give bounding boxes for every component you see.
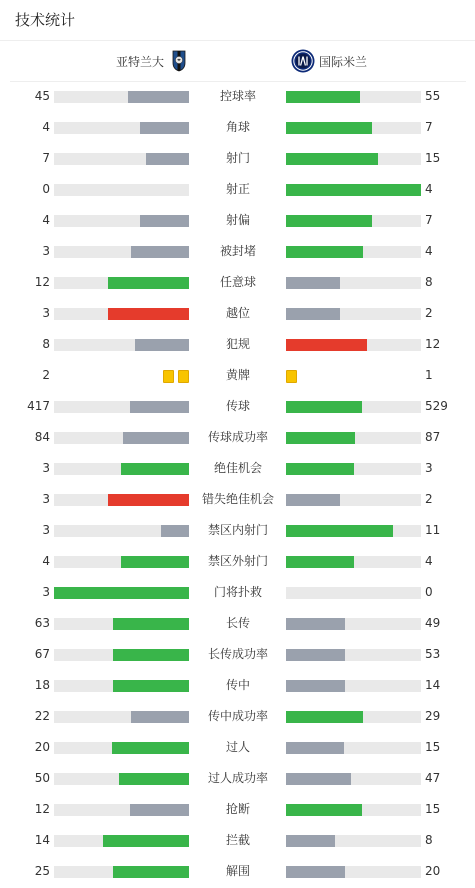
home-stat-value: 3 xyxy=(42,461,50,475)
stat-label: 禁区外射门 xyxy=(207,554,268,568)
home-stat-value: 3 xyxy=(42,523,50,537)
away-stat-bar-fill xyxy=(286,91,360,103)
away-stat-bar-fill xyxy=(286,742,344,754)
home-stat-bar-fill xyxy=(112,742,189,754)
home-yellow-cards xyxy=(163,370,189,382)
away-stat-bar-fill xyxy=(286,618,345,630)
home-stat-value: 67 xyxy=(34,647,50,661)
away-stat-bar-fill xyxy=(286,711,363,723)
home-stat-bar xyxy=(54,587,189,599)
stat-row xyxy=(0,81,475,112)
away-stat-bar-fill xyxy=(286,277,340,289)
away-stat-bar xyxy=(286,680,421,692)
home-stat-bar xyxy=(54,463,189,475)
away-stat-bar xyxy=(286,773,421,785)
stat-label: 传球 xyxy=(225,399,250,413)
stat-row xyxy=(0,174,475,205)
home-stat-bar-fill xyxy=(128,91,189,103)
home-stat-bar xyxy=(54,773,189,785)
away-stat-bar xyxy=(286,246,421,258)
stat-label: 射门 xyxy=(225,151,250,165)
away-team-name: 国际米兰 xyxy=(319,54,368,69)
stat-row xyxy=(0,732,475,763)
away-stat-bar xyxy=(286,866,421,878)
home-stat-value: 20 xyxy=(34,740,50,754)
home-stat-value: 63 xyxy=(34,616,50,630)
stats-list xyxy=(0,81,475,887)
stat-label: 传中成功率 xyxy=(207,709,268,723)
home-stat-bar xyxy=(54,866,189,878)
stat-row xyxy=(0,608,475,639)
away-stat-bar xyxy=(286,184,421,196)
away-stat-bar xyxy=(286,742,421,754)
yellow-card-icon xyxy=(163,370,174,383)
home-stat-value: 2 xyxy=(42,368,50,382)
away-stat-value: 3 xyxy=(425,461,433,475)
stat-row xyxy=(0,763,475,794)
home-stat-bar-fill xyxy=(146,153,189,165)
away-stat-value: 47 xyxy=(425,771,441,785)
home-stat-value: 22 xyxy=(34,709,50,723)
stat-label: 长传 xyxy=(225,616,250,630)
inter-crest-icon xyxy=(291,49,315,73)
home-stat-bar-fill xyxy=(121,463,189,475)
home-stat-value: 50 xyxy=(34,771,50,785)
away-stat-bar xyxy=(286,308,421,320)
away-stat-bar-fill xyxy=(286,835,335,847)
home-team-name: 亚特兰大 xyxy=(115,54,164,69)
home-stat-value: 18 xyxy=(34,678,50,692)
stat-label: 过人成功率 xyxy=(207,771,268,785)
home-stat-bar-fill xyxy=(121,556,189,568)
away-stat-value: 12 xyxy=(425,337,441,351)
home-stat-value: 14 xyxy=(34,833,50,847)
away-stat-value: 529 xyxy=(425,399,448,413)
home-stat-bar-fill xyxy=(113,680,189,692)
away-stat-bar-fill xyxy=(286,215,372,227)
teams-header xyxy=(10,41,466,82)
stat-row xyxy=(0,205,475,236)
away-stat-bar xyxy=(286,649,421,661)
away-stat-bar xyxy=(286,339,421,351)
stat-label: 过人 xyxy=(225,740,250,754)
away-stat-value: 53 xyxy=(425,647,441,661)
stat-row xyxy=(0,298,475,329)
atalanta-crest-icon xyxy=(172,50,186,72)
home-stat-bar-fill xyxy=(54,587,189,599)
home-stat-bar xyxy=(54,184,189,196)
stat-row xyxy=(0,143,475,174)
away-stat-value: 29 xyxy=(425,709,441,723)
home-stat-bar-fill xyxy=(113,618,189,630)
home-stat-bar xyxy=(54,680,189,692)
stat-row xyxy=(0,267,475,298)
away-stat-bar xyxy=(286,91,421,103)
home-stat-value: 25 xyxy=(34,864,50,878)
away-team[interactable] xyxy=(291,49,367,73)
home-stat-value: 3 xyxy=(42,306,50,320)
away-stat-value: 1 xyxy=(425,368,433,382)
home-team[interactable] xyxy=(116,51,186,71)
away-stat-bar-fill xyxy=(286,122,372,134)
home-stat-bar-fill xyxy=(130,401,189,413)
away-stat-value: 2 xyxy=(425,492,433,506)
stat-row xyxy=(0,329,475,360)
stat-row xyxy=(0,639,475,670)
away-stat-value: 55 xyxy=(425,89,441,103)
away-stat-value: 15 xyxy=(425,151,441,165)
away-stat-bar xyxy=(286,122,421,134)
home-stat-bar xyxy=(54,277,189,289)
home-stat-value: 8 xyxy=(42,337,50,351)
home-stat-value: 12 xyxy=(34,275,50,289)
away-stat-bar xyxy=(286,711,421,723)
away-stat-value: 8 xyxy=(425,833,433,847)
away-stat-bar xyxy=(286,153,421,165)
away-stat-bar-fill xyxy=(286,525,393,537)
stat-label: 射正 xyxy=(225,182,250,196)
home-stat-bar-fill xyxy=(119,773,189,785)
stat-row xyxy=(0,856,475,887)
home-stat-bar xyxy=(54,494,189,506)
home-stat-bar-fill xyxy=(123,432,189,444)
home-stat-bar xyxy=(54,742,189,754)
away-stat-value: 15 xyxy=(425,740,441,754)
home-stat-value: 12 xyxy=(34,802,50,816)
home-stat-bar xyxy=(54,649,189,661)
stat-label: 长传成功率 xyxy=(207,647,268,661)
stat-label: 犯规 xyxy=(225,337,250,351)
home-stat-bar-fill xyxy=(108,494,189,506)
away-stat-bar-fill xyxy=(286,432,355,444)
home-stat-bar-fill xyxy=(131,711,189,723)
away-stat-value: 87 xyxy=(425,430,441,444)
away-stat-bar xyxy=(286,215,421,227)
home-stat-bar-fill xyxy=(161,525,189,537)
stat-label: 禁区内射门 xyxy=(207,523,268,537)
stat-row xyxy=(0,577,475,608)
away-stat-bar-fill xyxy=(286,401,362,413)
stat-label: 被封堵 xyxy=(219,244,256,258)
home-stat-bar-fill xyxy=(113,866,189,878)
stat-label: 错失绝佳机会 xyxy=(201,492,274,506)
home-stat-bar-fill xyxy=(140,122,189,134)
away-stat-bar-fill xyxy=(286,246,363,258)
away-stat-value: 8 xyxy=(425,275,433,289)
away-stat-bar-fill xyxy=(286,556,354,568)
home-stat-bar-fill xyxy=(131,246,189,258)
stat-row xyxy=(0,825,475,856)
away-stat-value: 15 xyxy=(425,802,441,816)
home-stat-bar-fill xyxy=(135,339,189,351)
home-stat-value: 4 xyxy=(42,554,50,568)
away-stat-value: 4 xyxy=(425,554,433,568)
stat-label: 射偏 xyxy=(225,213,250,227)
home-stat-value: 417 xyxy=(27,399,50,413)
away-yellow-cards xyxy=(286,370,297,382)
home-stat-bar xyxy=(54,432,189,444)
home-stat-value: 3 xyxy=(42,244,50,258)
home-stat-bar xyxy=(54,91,189,103)
away-stat-bar xyxy=(286,277,421,289)
away-stat-bar-fill xyxy=(286,866,345,878)
stat-label: 门将扑救 xyxy=(213,585,262,599)
home-stat-bar xyxy=(54,122,189,134)
stat-label: 黄牌 xyxy=(225,368,250,382)
away-stat-bar xyxy=(286,556,421,568)
away-stat-value: 20 xyxy=(425,864,441,878)
away-stat-value: 2 xyxy=(425,306,433,320)
home-stat-bar xyxy=(54,215,189,227)
away-stat-bar xyxy=(286,401,421,413)
stat-label: 任意球 xyxy=(219,275,256,289)
home-stat-bar xyxy=(54,153,189,165)
page-title: 技术统计 xyxy=(15,11,76,29)
home-stat-value: 45 xyxy=(34,89,50,103)
yellow-card-icon xyxy=(286,370,297,383)
stat-row xyxy=(0,422,475,453)
away-stat-bar-fill xyxy=(286,494,340,506)
stat-label: 传中 xyxy=(225,678,250,692)
home-stat-value: 84 xyxy=(34,430,50,444)
away-stat-value: 4 xyxy=(425,244,433,258)
home-stat-bar-fill xyxy=(130,804,189,816)
away-stat-bar-fill xyxy=(286,804,362,816)
away-stat-bar-fill xyxy=(286,649,345,661)
away-stat-bar xyxy=(286,587,421,599)
home-stat-bar xyxy=(54,246,189,258)
home-stat-bar xyxy=(54,401,189,413)
stat-row xyxy=(0,453,475,484)
away-stat-bar-fill xyxy=(286,339,367,351)
away-stat-value: 11 xyxy=(425,523,441,537)
home-stat-bar xyxy=(54,308,189,320)
home-stat-value: 0 xyxy=(42,182,50,196)
home-stat-value: 3 xyxy=(42,585,50,599)
stat-row xyxy=(0,670,475,701)
stat-label: 抢断 xyxy=(225,802,250,816)
home-stat-bar-fill xyxy=(108,277,189,289)
home-stat-bar xyxy=(54,804,189,816)
away-stat-bar-fill xyxy=(286,680,345,692)
home-stat-bar xyxy=(54,339,189,351)
stat-label: 传球成功率 xyxy=(207,430,268,444)
stat-label: 绝佳机会 xyxy=(213,461,262,475)
home-stat-bar xyxy=(54,618,189,630)
stat-row xyxy=(0,794,475,825)
away-stat-bar-fill xyxy=(286,184,421,196)
away-stat-bar xyxy=(286,432,421,444)
home-stat-bar-fill xyxy=(113,649,189,661)
stat-row xyxy=(0,360,475,391)
stat-row xyxy=(0,546,475,577)
stat-label: 控球率 xyxy=(219,89,256,103)
home-stat-bar-fill xyxy=(103,835,189,847)
away-stat-bar xyxy=(286,525,421,537)
stat-row xyxy=(0,701,475,732)
away-stat-bar xyxy=(286,463,421,475)
home-stat-bar-fill xyxy=(108,308,189,320)
home-stat-bar xyxy=(54,835,189,847)
home-stat-bar xyxy=(54,556,189,568)
home-stat-value: 3 xyxy=(42,492,50,506)
stat-row xyxy=(0,515,475,546)
away-stat-bar xyxy=(286,835,421,847)
away-stat-value: 0 xyxy=(425,585,433,599)
away-stat-value: 7 xyxy=(425,213,433,227)
away-stat-bar-fill xyxy=(286,463,354,475)
stat-label: 越位 xyxy=(225,306,250,320)
home-stat-bar xyxy=(54,711,189,723)
home-stat-value: 7 xyxy=(42,151,50,165)
away-stat-value: 7 xyxy=(425,120,433,134)
stat-row xyxy=(0,484,475,515)
home-stat-bar xyxy=(54,525,189,537)
away-stat-value: 14 xyxy=(425,678,441,692)
away-stat-bar xyxy=(286,804,421,816)
stat-row xyxy=(0,112,475,143)
away-stat-bar xyxy=(286,494,421,506)
away-stat-bar xyxy=(286,618,421,630)
home-stat-bar-fill xyxy=(140,215,189,227)
yellow-card-icon xyxy=(178,370,189,383)
stat-label: 拦截 xyxy=(225,833,250,847)
stat-label: 角球 xyxy=(225,120,250,134)
away-stat-bar-fill xyxy=(286,153,378,165)
home-stat-value: 4 xyxy=(42,120,50,134)
away-stat-value: 49 xyxy=(425,616,441,630)
away-stat-bar-fill xyxy=(286,773,351,785)
away-stat-value: 4 xyxy=(425,182,433,196)
home-stat-value: 4 xyxy=(42,213,50,227)
away-stat-bar-fill xyxy=(286,308,340,320)
stat-row xyxy=(0,391,475,422)
stat-row xyxy=(0,236,475,267)
stat-label: 解围 xyxy=(225,864,250,878)
